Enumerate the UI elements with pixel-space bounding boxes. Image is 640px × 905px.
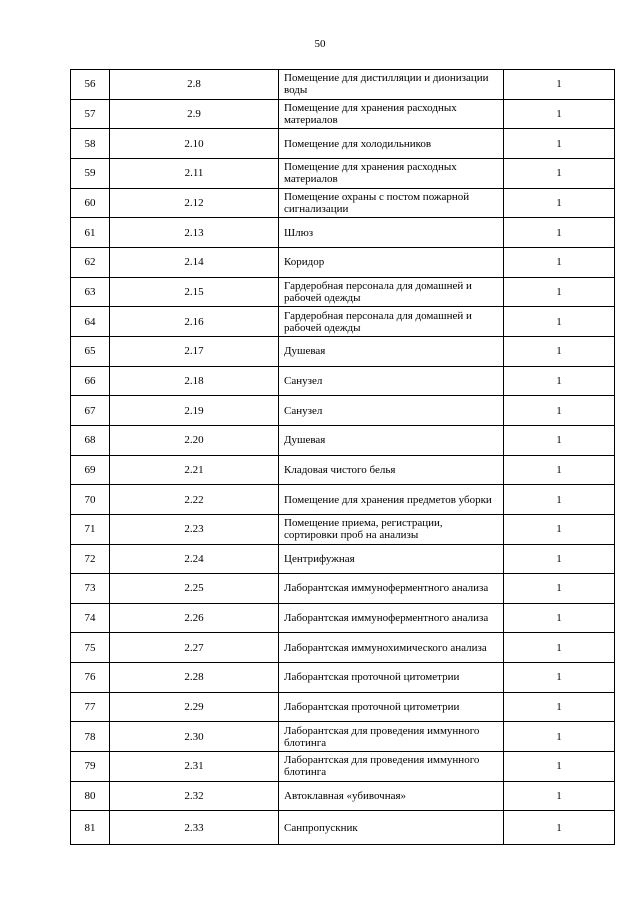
room-name: Помещение для холодильников xyxy=(279,129,504,159)
room-name: Шлюз xyxy=(279,218,504,248)
room-code: 2.21 xyxy=(110,455,279,485)
room-name: Помещение приема, регистрации, сортировки проб на анализы xyxy=(279,514,504,544)
table-row xyxy=(71,633,615,663)
room-code: 2.10 xyxy=(110,129,279,159)
table-row xyxy=(71,336,615,366)
rooms-table-body xyxy=(71,70,615,845)
room-name: Лаборантская проточной цитометрии xyxy=(279,663,504,693)
table-row xyxy=(71,247,615,277)
table-row xyxy=(71,781,615,811)
row-number: 77 xyxy=(71,692,110,722)
room-code: 2.24 xyxy=(110,544,279,574)
room-name: Лаборантская иммуноферментного анализа xyxy=(279,603,504,633)
room-name: Лаборантская для проведения иммунного блотинга xyxy=(279,752,504,782)
table-row xyxy=(71,218,615,248)
room-code: 2.16 xyxy=(110,307,279,337)
room-code: 2.22 xyxy=(110,485,279,515)
room-quantity: 1 xyxy=(504,692,615,722)
room-name: Помещение для дистилляции и дионизации воды xyxy=(279,70,504,100)
room-quantity: 1 xyxy=(504,247,615,277)
room-quantity: 1 xyxy=(504,425,615,455)
room-name: Помещение для хранения расходных материалов xyxy=(279,99,504,129)
room-code: 2.29 xyxy=(110,692,279,722)
row-number: 62 xyxy=(71,247,110,277)
row-number: 64 xyxy=(71,307,110,337)
row-number: 57 xyxy=(71,99,110,129)
room-quantity: 1 xyxy=(504,663,615,693)
room-quantity: 1 xyxy=(504,514,615,544)
row-number: 74 xyxy=(71,603,110,633)
room-name: Лаборантская для проведения иммунного блотинга xyxy=(279,722,504,752)
room-quantity: 1 xyxy=(504,752,615,782)
table-row xyxy=(71,277,615,307)
row-number: 71 xyxy=(71,514,110,544)
room-quantity: 1 xyxy=(504,129,615,159)
row-number: 63 xyxy=(71,277,110,307)
room-quantity: 1 xyxy=(504,396,615,426)
row-number: 66 xyxy=(71,366,110,396)
room-quantity: 1 xyxy=(504,188,615,218)
row-number: 73 xyxy=(71,574,110,604)
room-quantity: 1 xyxy=(504,574,615,604)
room-name: Помещение охраны с постом пожарной сигнализации xyxy=(279,188,504,218)
row-number: 67 xyxy=(71,396,110,426)
room-name: Санпропускник xyxy=(279,811,504,845)
room-quantity: 1 xyxy=(504,722,615,752)
rooms-table xyxy=(70,69,615,845)
room-name: Автоклавная «убивочная» xyxy=(279,781,504,811)
room-quantity: 1 xyxy=(504,544,615,574)
room-quantity: 1 xyxy=(504,158,615,188)
room-code: 2.12 xyxy=(110,188,279,218)
row-number: 72 xyxy=(71,544,110,574)
room-quantity: 1 xyxy=(504,70,615,100)
table-row xyxy=(71,158,615,188)
room-code: 2.20 xyxy=(110,425,279,455)
room-name: Помещение для хранения предметов уборки xyxy=(279,485,504,515)
table-row xyxy=(71,485,615,515)
table-row xyxy=(71,514,615,544)
table-row xyxy=(71,722,615,752)
row-number: 76 xyxy=(71,663,110,693)
room-code: 2.11 xyxy=(110,158,279,188)
room-quantity: 1 xyxy=(504,811,615,845)
room-code: 2.8 xyxy=(110,70,279,100)
room-name: Лаборантская иммунохимического анализа xyxy=(279,633,504,663)
row-number: 58 xyxy=(71,129,110,159)
room-quantity: 1 xyxy=(504,455,615,485)
table-row xyxy=(71,307,615,337)
table-row xyxy=(71,663,615,693)
row-number: 69 xyxy=(71,455,110,485)
room-name: Душевая xyxy=(279,336,504,366)
room-quantity: 1 xyxy=(504,633,615,663)
row-number: 79 xyxy=(71,752,110,782)
table-row xyxy=(71,544,615,574)
table-row xyxy=(71,396,615,426)
row-number: 81 xyxy=(71,811,110,845)
room-quantity: 1 xyxy=(504,307,615,337)
row-number: 78 xyxy=(71,722,110,752)
page-number: 50 xyxy=(314,38,326,50)
room-code: 2.30 xyxy=(110,722,279,752)
room-code: 2.14 xyxy=(110,247,279,277)
table-row xyxy=(71,366,615,396)
room-code: 2.31 xyxy=(110,752,279,782)
table-row xyxy=(71,692,615,722)
row-number: 68 xyxy=(71,425,110,455)
row-number: 60 xyxy=(71,188,110,218)
room-name: Санузел xyxy=(279,366,504,396)
room-code: 2.9 xyxy=(110,99,279,129)
row-number: 70 xyxy=(71,485,110,515)
table-row xyxy=(71,70,615,100)
room-name: Гардеробная персонала для домашней и рабочей одежды xyxy=(279,307,504,337)
room-code: 2.15 xyxy=(110,277,279,307)
room-quantity: 1 xyxy=(504,781,615,811)
room-quantity: 1 xyxy=(504,485,615,515)
table-row xyxy=(71,425,615,455)
room-name: Лаборантская проточной цитометрии xyxy=(279,692,504,722)
room-code: 2.23 xyxy=(110,514,279,544)
row-number: 61 xyxy=(71,218,110,248)
room-code: 2.17 xyxy=(110,336,279,366)
room-name: Лаборантская иммуноферментного анализа xyxy=(279,574,504,604)
room-quantity: 1 xyxy=(504,366,615,396)
room-code: 2.18 xyxy=(110,366,279,396)
room-code: 2.27 xyxy=(110,633,279,663)
room-name: Помещение для хранения расходных материалов xyxy=(279,158,504,188)
row-number: 56 xyxy=(71,70,110,100)
room-quantity: 1 xyxy=(504,277,615,307)
room-name: Центрифужная xyxy=(279,544,504,574)
table-row xyxy=(71,603,615,633)
table-row xyxy=(71,129,615,159)
room-quantity: 1 xyxy=(504,336,615,366)
room-quantity: 1 xyxy=(504,603,615,633)
room-code: 2.28 xyxy=(110,663,279,693)
row-number: 80 xyxy=(71,781,110,811)
table-row xyxy=(71,811,615,845)
room-code: 2.26 xyxy=(110,603,279,633)
room-quantity: 1 xyxy=(504,99,615,129)
room-code: 2.13 xyxy=(110,218,279,248)
row-number: 65 xyxy=(71,336,110,366)
room-name: Кладовая чистого белья xyxy=(279,455,504,485)
room-name: Душевая xyxy=(279,425,504,455)
room-quantity: 1 xyxy=(504,218,615,248)
table-row xyxy=(71,455,615,485)
table-row xyxy=(71,752,615,782)
room-code: 2.19 xyxy=(110,396,279,426)
room-name: Санузел xyxy=(279,396,504,426)
table-row xyxy=(71,99,615,129)
room-code: 2.25 xyxy=(110,574,279,604)
table-row xyxy=(71,574,615,604)
table-row xyxy=(71,188,615,218)
row-number: 59 xyxy=(71,158,110,188)
room-code: 2.32 xyxy=(110,781,279,811)
room-name: Гардеробная персонала для домашней и рабочей одежды xyxy=(279,277,504,307)
room-name: Коридор xyxy=(279,247,504,277)
row-number: 75 xyxy=(71,633,110,663)
room-code: 2.33 xyxy=(110,811,279,845)
